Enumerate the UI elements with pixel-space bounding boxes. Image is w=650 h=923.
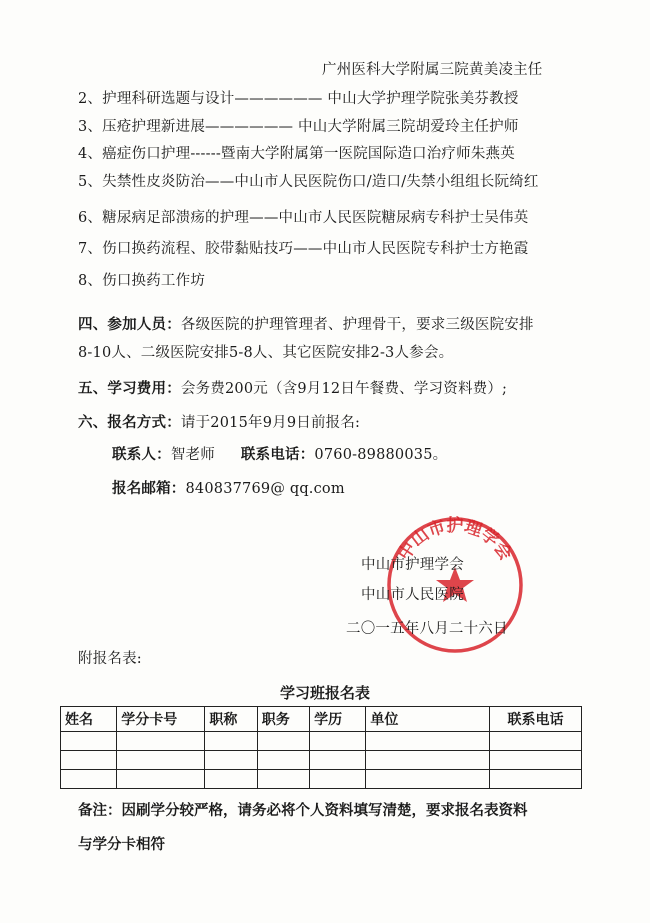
table-cell[interactable] <box>117 751 205 770</box>
section-6-label: 六、报名方式： <box>78 414 181 431</box>
list-item-5: 5、失禁性皮炎防治——中山市人民医院伤口/造口/失禁小组组长阮绮红 <box>78 174 539 190</box>
header-credit-card: 学分卡号 <box>117 707 205 732</box>
section-6-text: 请于2015年9月9日前报名: <box>180 415 361 431</box>
header-phone: 联系电话 <box>490 707 582 732</box>
list-item-6: 6、糖尿病足部溃疡的护理——中山市人民医院糖尿病专科护士吴伟英 <box>78 210 529 226</box>
registration-table <box>60 706 582 789</box>
table-row <box>61 770 582 789</box>
table-row <box>61 751 582 770</box>
table-header-row <box>61 707 582 732</box>
stamp-text: 中山市护理学会 <box>394 516 516 565</box>
table-cell[interactable] <box>310 751 366 770</box>
table-cell[interactable] <box>310 770 366 789</box>
section-4-text: 各级医院的护理管理者、护理骨干，要求三级医院安排 <box>180 317 534 333</box>
header-title: 职称 <box>205 707 257 732</box>
note-line-2: 与学分卡相符 <box>78 836 165 853</box>
attachment-label: 附报名表: <box>78 651 142 667</box>
list-item-3: 3、压疮护理新进展—————— 中山大学附属三院胡爱玲主任护师 <box>78 119 519 135</box>
table-row <box>61 732 582 751</box>
table-cell[interactable] <box>366 732 490 751</box>
section-5 <box>78 380 507 398</box>
table-cell[interactable] <box>490 770 582 789</box>
table-cell[interactable] <box>205 770 257 789</box>
header-education: 学历 <box>310 707 366 732</box>
phone-label: 联系电话： <box>240 446 315 463</box>
section-4-line1 <box>78 316 534 334</box>
note-line-1: 备注：因刷学分较严格，请务必将个人资料填写清楚，要求报名表资料 <box>78 802 528 819</box>
phone-number: 0760-89880035。 <box>314 447 448 463</box>
email-address: 840837769@ qq.com <box>185 481 345 497</box>
email-label: 报名邮箱： <box>112 480 186 497</box>
table-cell[interactable] <box>490 751 582 770</box>
header-position: 职务 <box>257 707 309 732</box>
table-cell[interactable] <box>61 751 117 770</box>
contact-label: 联系人： <box>112 446 171 463</box>
table-cell[interactable] <box>490 732 582 751</box>
signature-org-2: 中山市人民医院 <box>361 587 464 603</box>
signature-org-1: 中山市护理学会 <box>361 557 464 573</box>
contact-name: 智老师 <box>170 447 215 463</box>
contact-line <box>112 446 447 464</box>
table-cell[interactable] <box>61 732 117 751</box>
table-cell[interactable] <box>366 770 490 789</box>
table-title: 学习班报名表 <box>279 684 370 702</box>
table-cell[interactable] <box>117 732 205 751</box>
header-unit: 单位 <box>366 707 490 732</box>
table-cell[interactable] <box>310 732 366 751</box>
table-cell[interactable] <box>205 732 257 751</box>
list-item-2: 2、护理科研选题与设计—————— 中山大学护理学院张美芬教授 <box>78 91 519 107</box>
table-cell[interactable] <box>117 770 205 789</box>
table-cell[interactable] <box>257 770 309 789</box>
header-name: 姓名 <box>61 707 117 732</box>
table-cell[interactable] <box>257 751 309 770</box>
section-4-line2: 8-10人、二级医院安排5-8人、其它医院安排2-3人参会。 <box>78 345 454 361</box>
list-item-4: 4、癌症伤口护理------暨南大学附属第一医院国际造口治疗师朱燕英 <box>78 146 515 162</box>
table-cell[interactable] <box>257 732 309 751</box>
section-6 <box>78 414 360 432</box>
section-4-label: 四、参加人员： <box>78 316 181 333</box>
signature-date: 二〇一五年八月二十六日 <box>346 621 508 637</box>
section-5-text: 会务费200元（含9月12日午餐费、学习资料费）; <box>180 381 508 397</box>
email-line <box>112 480 345 498</box>
table-cell[interactable] <box>205 751 257 770</box>
list-item-7: 7、伤口换药流程、胶带黏贴技巧——中山市人民医院专科护士方艳霞 <box>78 241 529 257</box>
table-cell[interactable] <box>366 751 490 770</box>
list-item-8: 8、伤口换药工作坊 <box>78 273 206 289</box>
list-item-1-speaker: 广州医科大学附属三院黄美凌主任 <box>322 62 543 78</box>
table-cell[interactable] <box>61 770 117 789</box>
section-5-label: 五、学习费用： <box>78 380 181 397</box>
